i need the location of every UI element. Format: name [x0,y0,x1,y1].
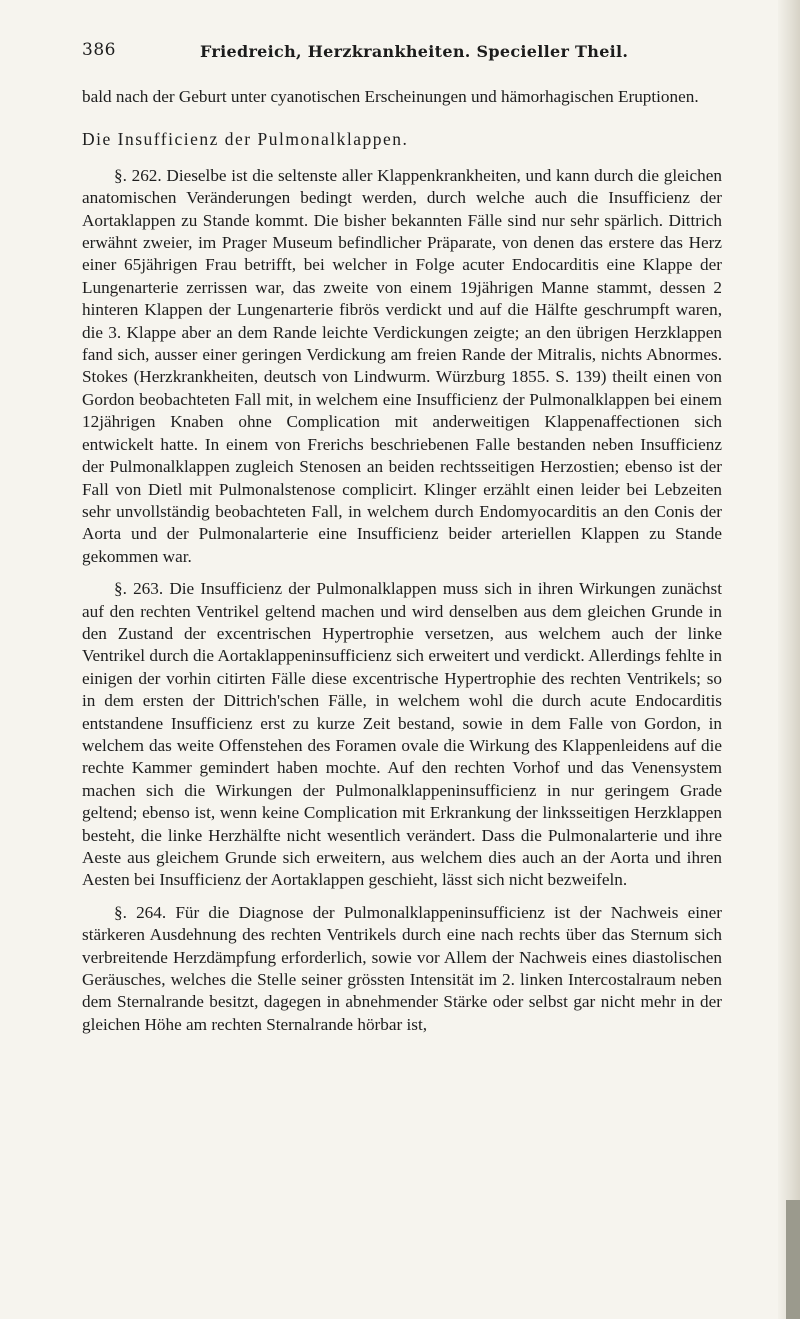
running-title: Friedreich, Herzkrankheiten. Specieller Theil. [200,42,629,61]
body-text [82,86,722,1036]
paragraph-262: §. 262. Dieselbe ist die seltenste aller Klappenkrankheiten, und kann durch die gleichen anatomischen Veränderungen bedingt werden, durch welche auch die Insufficienz der Aortaklappen zu Stande kommt. Die bisher bekannten Fälle sind nur sehr spärlich. Dittrich erwähnt zweier, im Prager Museum befindlicher Präparate, von denen das erstere das Herz einer 65jährigen Frau betrifft, bei welcher in Folge acuter Endocarditis eine Klappe der Lungenarterie zerrissen war, das zweite von einem 19jährigen Manne stammt, dessen 2 hinteren Klappen der Lungenarterie fibrös verdickt und auf die Hälfte geschrumpft waren, die 3. Klappe aber an dem Rande leichte Verdickungen zeigte; an den übrigen Herzklappen fand sich, ausser einer geringen Verdickung am freien Rande der Mitralis, nichts Abnormes. Stokes (Herzkrankheiten, deutsch von Lindwurm. Würzburg 1855. S. 139) theilt einen von Gordon beobachteten Fall mit, in welchem eine Insufficienz der Pulmonalklappen bei einem 12jährigen Knaben ohne Complication mit anderweitigen Klappenaffectionen sich entwickelt hatte. In einem von Frerichs beschriebenen Falle bestanden neben Insufficienz der Pulmonalklappen zugleich Stenosen an beiden rechtsseitigen Herzostien; ebenso ist der Fall von Dietl mit Pulmonalstenose complicirt. Klinger erzählt einen leider bei Lebzeiten sehr unvollständig beobachteten Fall, in welchem durch Endomyocarditis an den Conis der Aorta und der Pulmonalarterie eine Insufficienz beider arteriellen Klappen zu Stande gekommen war. [82,165,722,566]
section-heading: Die Insufficienz der Pulmonalklappen. [82,129,409,150]
paragraph-263: §. 263. Die Insufficienz der Pulmonalklappen muss sich in ihren Wirkungen zunächst auf den rechten Ventrikel geltend machen und wird denselben aus dem gleichen Grunde in den Zustand der excentrischen Hypertrophie versetzen, aus welchem auch der linke Ventrikel durch die Aortaklappeninsufficienz sich erweitert und verdickt. Allerdings fehlte in einigen der vorhin citirten Fälle diese excentrische Hypertrophie des rechten Ventrikels; so in dem ersten der Dittrich'schen Fälle, in welchem wohl die durch acute Endocarditis entstandene Insufficienz erst zu kurze Zeit bestand, sowie in dem Falle von Gordon, in welchem das weite Offenstehen des Foramen ovale die Wirkung des Klappenleidens auf die rechte Kammer gemindert haben mochte. Auf den rechten Vorhof und das Venensystem machen sich die Wirkungen der Pulmonalklappeninsufficienz in nur geringem Grade geltend; ebenso ist, wenn keine Complication mit Erkrankung der linksseitigen Herzklappen besteht, die linke Herzhälfte nicht wesentlich verändert. Dass die Pulmonalarterie und ihre Aeste aus gleichem Grunde sich erweitern, aus welchem dies auch an der Aorta und ihren Aesten bei Insufficienz der Aortaklappen geschieht, lässt sich nicht bezweifeln. [82,579,722,890]
paragraph-264: §. 264. Für die Diagnose der Pulmonalklappeninsufficienz ist der Nachweis einer stärkeren Ausdehnung des rechten Ventrikels durch eine nach rechts über das Sternum sich verbreitende Herzdämpfung erforderlich, sowie vor Allem der Nachweis eines diastolischen Geräusches, welches die Stelle seiner grössten Intensität im 2. linken Intercostalraum neben dem Sternalrande besitzt, dagegen in abnehmender Stärke oder selbst gar nicht mehr in der gleichen Höhe am rechten Sternalrande hörbar ist, [82,902,722,1034]
page-number: 386 [82,40,116,60]
page-edge-dark-strip [786,1200,800,1319]
page-edge-shadow [778,0,800,1319]
opening-paragraph: bald nach der Geburt unter cyanotischen Erscheinungen und hämorhagischen Eruptionen. [82,87,699,106]
page-header [82,40,722,70]
